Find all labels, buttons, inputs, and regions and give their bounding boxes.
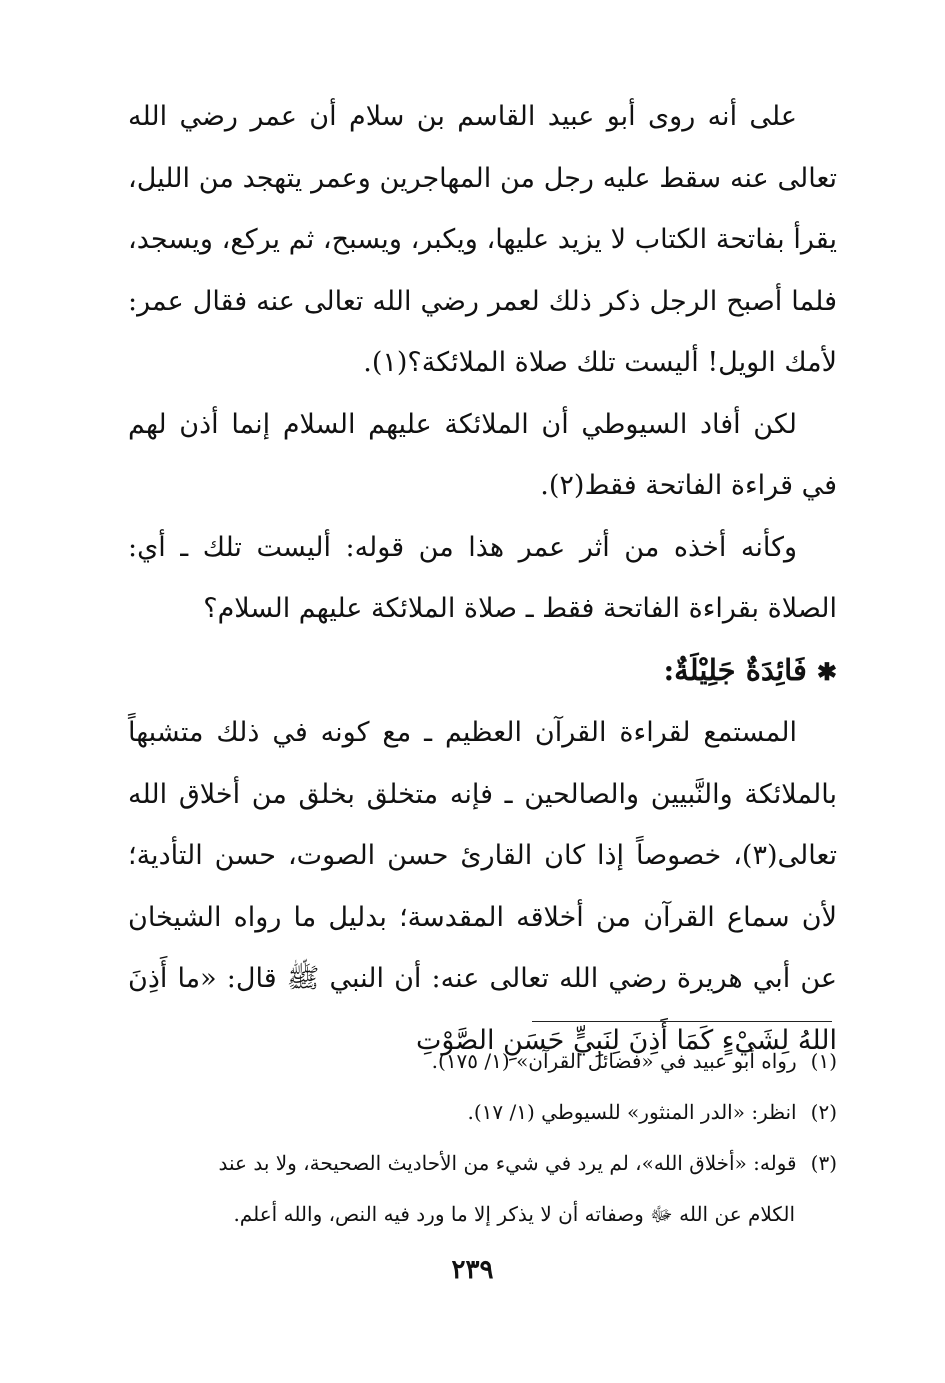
text-line: الرجل ذكر ذلك لعمر رضي الله تعالى عنه فقال عمر: لأمك الويل! bbox=[128, 285, 837, 378]
text-line: الفاتحة فقط(٢). bbox=[540, 470, 723, 501]
text-line: إذا كان القارئ حسن الصوت، حسن التأدية؛ لأن سماع القرآن من bbox=[128, 840, 837, 933]
footnote-2 bbox=[128, 1087, 837, 1138]
paragraph-inference bbox=[128, 517, 837, 640]
page-number: ٢٣٩ bbox=[451, 1255, 494, 1285]
text-line: لكن أفاد السيوطي أن الملائكة عليهم السلام إنما أذن لهم في قراءة bbox=[128, 408, 837, 501]
footnote-number: (٣) bbox=[810, 1151, 837, 1175]
paragraph-umar-narration bbox=[128, 86, 837, 394]
footnotes bbox=[128, 1036, 837, 1240]
footnote-separator bbox=[532, 1021, 832, 1022]
text-line: بقراءة الفاتحة فقط ـ صلاة الملائكة عليهم السلام؟ bbox=[203, 593, 759, 624]
text-line: عنه: أن النبي ﷺ قال: «ما أَذِنَ اللهُ لِشَيْءٍ كَمَا أَذِنَ لِنَبِيٍّ حَسَنِ الصَّوْتِ bbox=[128, 963, 837, 1056]
star-icon: ✱ bbox=[816, 656, 837, 686]
text-line: المستمع لقراءة القرآن العظيم ـ مع كونه في ذلك متشبهاً بالملائكة bbox=[128, 717, 837, 810]
footnote-3 bbox=[128, 1138, 837, 1189]
footnote-text: انظر: «الدر المنثور» للسيوطي (١/ ١٧). bbox=[467, 1100, 797, 1124]
section-heading bbox=[128, 640, 837, 703]
paragraph-suyuti bbox=[128, 394, 837, 517]
footnote-number: (٢) bbox=[810, 1100, 837, 1124]
heading-text: فَائِدَةٌ جَلِيْلَةٌ: bbox=[663, 652, 807, 687]
footnote-text: رواه أبو عبيد في «فضائل القرآن» (١/ ١٧٥). bbox=[431, 1049, 797, 1073]
text-line: والنَّبيين والصالحين ـ فإنه متخلق بخلق من أخلاق الله تعالى(٣)، خصوصاً bbox=[128, 778, 837, 871]
text-line: أخلاقه المقدسة؛ بدليل ما رواه الشيخان عن أبي هريرة رضي الله تعالى bbox=[128, 901, 837, 994]
text-line: وكأنه أخذه من أثر عمر هذا من قوله: أليست تلك ـ أي: الصلاة bbox=[128, 531, 837, 624]
footnote-text: قوله: «أخلاق الله»، لم يرد في شيء من الأحاديث الصحيحة، ولا بد عند bbox=[218, 1151, 797, 1175]
footnote-1 bbox=[128, 1036, 837, 1087]
text-line: أليست تلك صلاة الملائكة؟(١). bbox=[363, 347, 699, 378]
footnote-number: (١) bbox=[810, 1049, 837, 1073]
text-line: على أنه روى أبو عبيد القاسم بن سلام أن عمر رضي الله تعالى عنه bbox=[128, 101, 837, 194]
footnote-3-continuation: الكلام عن الله ﷻ وصفاته أن لا يذكر إلا ما ورد فيه النص، والله أعلم. bbox=[233, 1202, 795, 1226]
paragraph-listener bbox=[128, 702, 837, 1071]
main-text bbox=[128, 86, 837, 1071]
text-line: الكتاب لا يزيد عليها، ويكبر، ويسبح، ثم يركع، ويسجد، فلما أصبح bbox=[128, 224, 837, 317]
text-line: سقط عليه رجل من المهاجرين وعمر يتهجد من الليل، يقرأ بفاتحة bbox=[128, 162, 837, 255]
